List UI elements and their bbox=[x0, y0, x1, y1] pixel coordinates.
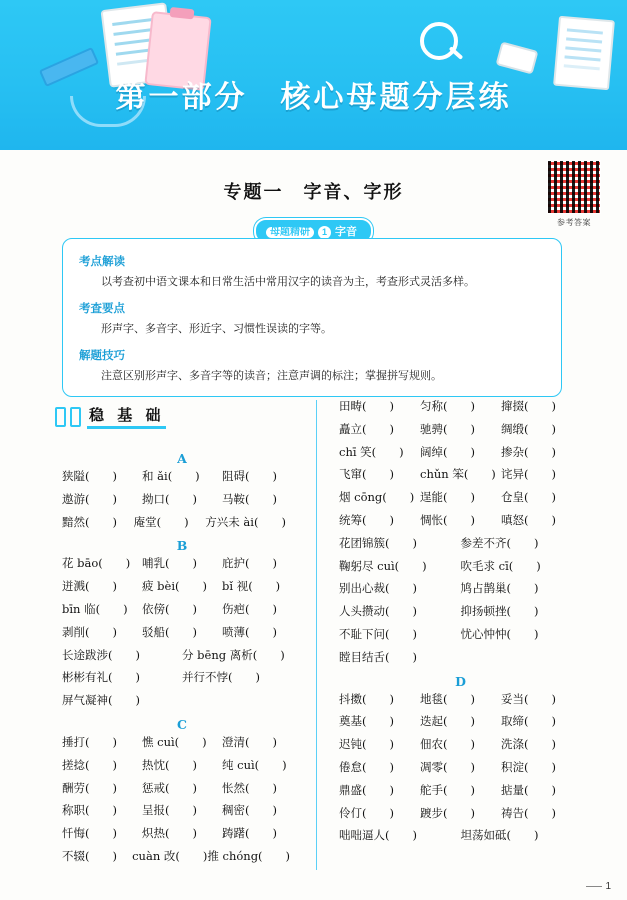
exercise-item: 拗口( ) bbox=[142, 491, 197, 506]
exercise-item: 坦荡如砥( ) bbox=[460, 828, 539, 843]
exercise-item: 抑扬顿挫( ) bbox=[460, 604, 539, 619]
exercise-item: 取缔( ) bbox=[501, 714, 556, 729]
page-title: 第一部分 核心母题分层练 bbox=[115, 80, 512, 115]
exercise-item: 长途跋涉( ) bbox=[62, 647, 140, 662]
page-number-value: 1 bbox=[605, 881, 611, 892]
exercise-line bbox=[339, 761, 582, 775]
exercise-item: 花 bāo( ) bbox=[62, 556, 131, 571]
exercise-item: 嗔怒( ) bbox=[501, 512, 556, 527]
info-text-2: 形声字、多音字、形近字、习惯性误读的字等。 bbox=[101, 322, 332, 336]
exercise-item: 飞窜( ) bbox=[339, 467, 394, 482]
exercise-line bbox=[62, 736, 302, 750]
magnifier-icon bbox=[420, 22, 458, 60]
exercise-line bbox=[339, 537, 582, 551]
exercise-line bbox=[339, 807, 582, 821]
exercise-item: 黯然( ) bbox=[62, 514, 117, 529]
exercise-item: 忏悔( ) bbox=[62, 826, 117, 841]
eraser-icon bbox=[496, 41, 539, 74]
exercise-line bbox=[339, 514, 582, 528]
exercise-item: 不辍( ) bbox=[62, 848, 117, 863]
page-number bbox=[586, 881, 611, 892]
exercise-item: 分 bēng 离析( ) bbox=[182, 647, 285, 662]
exercise-columns bbox=[40, 400, 592, 870]
exercise-line bbox=[62, 804, 302, 818]
exercise-item: 依傍( ) bbox=[142, 601, 197, 616]
exercise-line bbox=[339, 491, 582, 505]
info-heading-2: 考查要点 bbox=[79, 301, 125, 316]
exercise-line bbox=[62, 671, 302, 685]
exercise-line bbox=[62, 603, 302, 617]
info-heading-3: 解题技巧 bbox=[79, 348, 125, 363]
exercise-item: 并行不悖( ) bbox=[182, 670, 260, 685]
exercise-item: 庵堂( ) bbox=[133, 514, 189, 529]
exercise-line bbox=[62, 694, 302, 708]
exercise-line bbox=[339, 468, 582, 482]
exercise-item: 彬彬有礼( ) bbox=[62, 670, 140, 685]
exercise-item: 踱步( ) bbox=[420, 805, 475, 820]
exercise-item: 撺掇( ) bbox=[501, 399, 556, 413]
exercise-line bbox=[62, 470, 302, 484]
exercise-item: 诧异( ) bbox=[501, 467, 556, 482]
exercise-line bbox=[339, 693, 582, 707]
section-title: 专题一 字音、字形 bbox=[223, 182, 404, 203]
exercise-line bbox=[339, 423, 582, 437]
exercise-line bbox=[339, 446, 582, 460]
exercise-item: 凋零( ) bbox=[420, 759, 475, 774]
exercise-line bbox=[339, 582, 582, 596]
exercise-item: 阻碍( ) bbox=[222, 469, 277, 483]
exercise-item: chī 笑( ) bbox=[339, 444, 404, 459]
exercise-item: 参差不齐( ) bbox=[460, 535, 539, 550]
exercise-item: 庇护( ) bbox=[222, 556, 277, 571]
exercise-item: 稠密( ) bbox=[222, 803, 277, 818]
exercise-item: 佃农( ) bbox=[420, 737, 475, 752]
exercise-item: 推 chóng( ) bbox=[207, 848, 291, 863]
exercise-item: 人头攒动( ) bbox=[339, 604, 417, 619]
exercise-line bbox=[62, 827, 302, 841]
exercise-item: 洗涤( ) bbox=[501, 737, 556, 752]
exercise-item: 咄咄逼人( ) bbox=[339, 828, 417, 843]
exercise-column-left bbox=[40, 400, 316, 870]
exercise-item: 热忱( ) bbox=[142, 757, 197, 772]
exercise-item: 屏气凝神( ) bbox=[62, 693, 140, 708]
exercise-line bbox=[62, 626, 302, 640]
stabilize-basics-label: 稳 基 础 bbox=[87, 404, 166, 429]
exercise-item: 掺杂( ) bbox=[501, 444, 556, 459]
exercise-item: 迭起( ) bbox=[420, 714, 475, 729]
info-text-3: 注意区别形声字、多音字等的读音；注意声调的标注；掌握拼写规则。 bbox=[101, 369, 442, 383]
exercise-item: 捶打( ) bbox=[62, 734, 117, 749]
exercise-item: 狭隘( ) bbox=[62, 469, 117, 483]
exercise-item: 积淀( ) bbox=[501, 759, 556, 774]
exercise-item: 阔绰( ) bbox=[420, 444, 475, 459]
exercise-item: 怅然( ) bbox=[222, 780, 277, 795]
exercise-item: 统筹( ) bbox=[339, 512, 394, 527]
exercise-item: 憔 cuì( ) bbox=[142, 734, 207, 749]
exercise-item: 鼎盛( ) bbox=[339, 782, 394, 797]
group-letter-C: C bbox=[177, 716, 187, 732]
exercise-item: 不耻下问( ) bbox=[339, 626, 417, 641]
exercise-line bbox=[62, 493, 302, 507]
info-heading-1: 考点解读 bbox=[79, 254, 125, 268]
exercise-line bbox=[339, 738, 582, 752]
exercise-line bbox=[339, 715, 582, 729]
exercise-line bbox=[62, 516, 302, 530]
page-number-rule bbox=[586, 886, 602, 887]
exercise-line bbox=[62, 759, 302, 773]
exercise-item: 惆怅( ) bbox=[420, 512, 475, 527]
exercise-item: 踌躇( ) bbox=[222, 826, 277, 841]
exercise-line bbox=[339, 560, 582, 574]
exercise-item: 矗立( ) bbox=[339, 421, 394, 436]
exercise-item: 惩戒( ) bbox=[142, 780, 197, 795]
exercise-item: 忧心忡忡( ) bbox=[460, 626, 539, 641]
exercise-item: 酬劳( ) bbox=[62, 780, 117, 795]
exercise-item: 喷薄( ) bbox=[222, 624, 277, 639]
exercise-item: 掂量( ) bbox=[501, 782, 556, 797]
exercise-item: 奠基( ) bbox=[339, 714, 394, 729]
exercise-line bbox=[62, 557, 302, 571]
exercise-item: 和 ǎi( ) bbox=[142, 469, 200, 483]
group-letter-B: B bbox=[176, 538, 188, 554]
exercise-line bbox=[339, 400, 582, 414]
exercise-item: 迟钝( ) bbox=[339, 737, 394, 752]
exercise-item: 抖擞( ) bbox=[339, 691, 394, 706]
exercise-item: 仓皇( ) bbox=[501, 490, 556, 505]
exercise-item: 伶仃( ) bbox=[339, 805, 394, 820]
exercise-item: 疲 bèi( ) bbox=[142, 579, 207, 594]
exercise-line bbox=[62, 782, 302, 796]
exercise-item: 田畴( ) bbox=[339, 399, 394, 413]
exercise-item: 逞能( ) bbox=[420, 490, 475, 505]
info-text-1: 以考查初中语文课本和日常生活中常用汉字的读音为主，考查形式灵活多样。 bbox=[101, 275, 475, 288]
exercise-item: 妥当( ) bbox=[501, 691, 556, 706]
exercise-item: 花团锦簇( ) bbox=[339, 535, 417, 550]
exercise-item: 舵手( ) bbox=[420, 782, 475, 797]
exercise-item: 炽热( ) bbox=[142, 826, 197, 841]
exercise-item: 伤疤( ) bbox=[222, 601, 277, 616]
exercise-item: 鞠躬尽 cuì( ) bbox=[339, 558, 427, 573]
exercise-line bbox=[339, 829, 582, 843]
exercise-line bbox=[62, 649, 302, 663]
exercise-item: 驳船( ) bbox=[142, 624, 197, 639]
exercise-item: cuàn 改( ) bbox=[132, 848, 208, 863]
exercise-item: 绸缎( ) bbox=[501, 421, 556, 436]
exercise-item: bǐ 视( ) bbox=[222, 579, 281, 594]
exercise-item: 祷告( ) bbox=[501, 805, 556, 820]
exercise-item: 方兴未 ài( ) bbox=[205, 514, 286, 529]
tag-prefix: 母题精研 bbox=[266, 227, 314, 238]
exercise-item: 纯 cuì( ) bbox=[222, 757, 287, 772]
exercise-item: bīn 临( ) bbox=[62, 601, 128, 616]
exercise-item: 驰骋( ) bbox=[420, 421, 475, 436]
exercise-item: 澄清( ) bbox=[222, 734, 277, 749]
exercise-item: chǔn 笨( ) bbox=[420, 467, 496, 482]
tag-number: 1 bbox=[318, 226, 331, 239]
exercise-line bbox=[339, 651, 582, 665]
info-box bbox=[62, 238, 562, 397]
page-banner bbox=[0, 0, 627, 150]
group-letter-D: D bbox=[455, 673, 466, 689]
exercise-line bbox=[62, 580, 302, 594]
exercise-column-right bbox=[316, 400, 592, 870]
exercise-item: 迸溅( ) bbox=[62, 579, 117, 594]
exercise-item: 瞠目结舌( ) bbox=[339, 649, 417, 664]
exercise-item: 遨游( ) bbox=[62, 491, 117, 506]
tag-label: 字音 bbox=[335, 226, 357, 238]
exercise-item: 搓捻( ) bbox=[62, 757, 117, 772]
exercise-item: 剥削( ) bbox=[62, 624, 117, 639]
group-letter-A: A bbox=[177, 451, 187, 466]
exercise-line bbox=[62, 850, 302, 864]
exercise-item: 吹毛求 cī( ) bbox=[460, 558, 541, 573]
exercise-line bbox=[339, 605, 582, 619]
exercise-item: 马鞍( ) bbox=[222, 491, 277, 506]
exercise-item: 匀称( ) bbox=[420, 399, 475, 413]
qr-label: 参考答案 bbox=[557, 218, 591, 227]
exercise-item: 称职( ) bbox=[62, 803, 117, 818]
exercise-item: 地毯( ) bbox=[420, 691, 475, 706]
exercise-item: 别出心裁( ) bbox=[339, 581, 417, 596]
exercise-item: 倦怠( ) bbox=[339, 759, 394, 774]
exercise-line bbox=[339, 628, 582, 642]
exercise-item: 烟 cōng( ) bbox=[339, 490, 415, 505]
exercise-item: 哺乳( ) bbox=[142, 556, 197, 571]
exercise-line bbox=[339, 784, 582, 798]
exercise-item: 呈报( ) bbox=[142, 803, 197, 818]
exercise-item: 鸠占鹊巢( ) bbox=[460, 581, 539, 596]
